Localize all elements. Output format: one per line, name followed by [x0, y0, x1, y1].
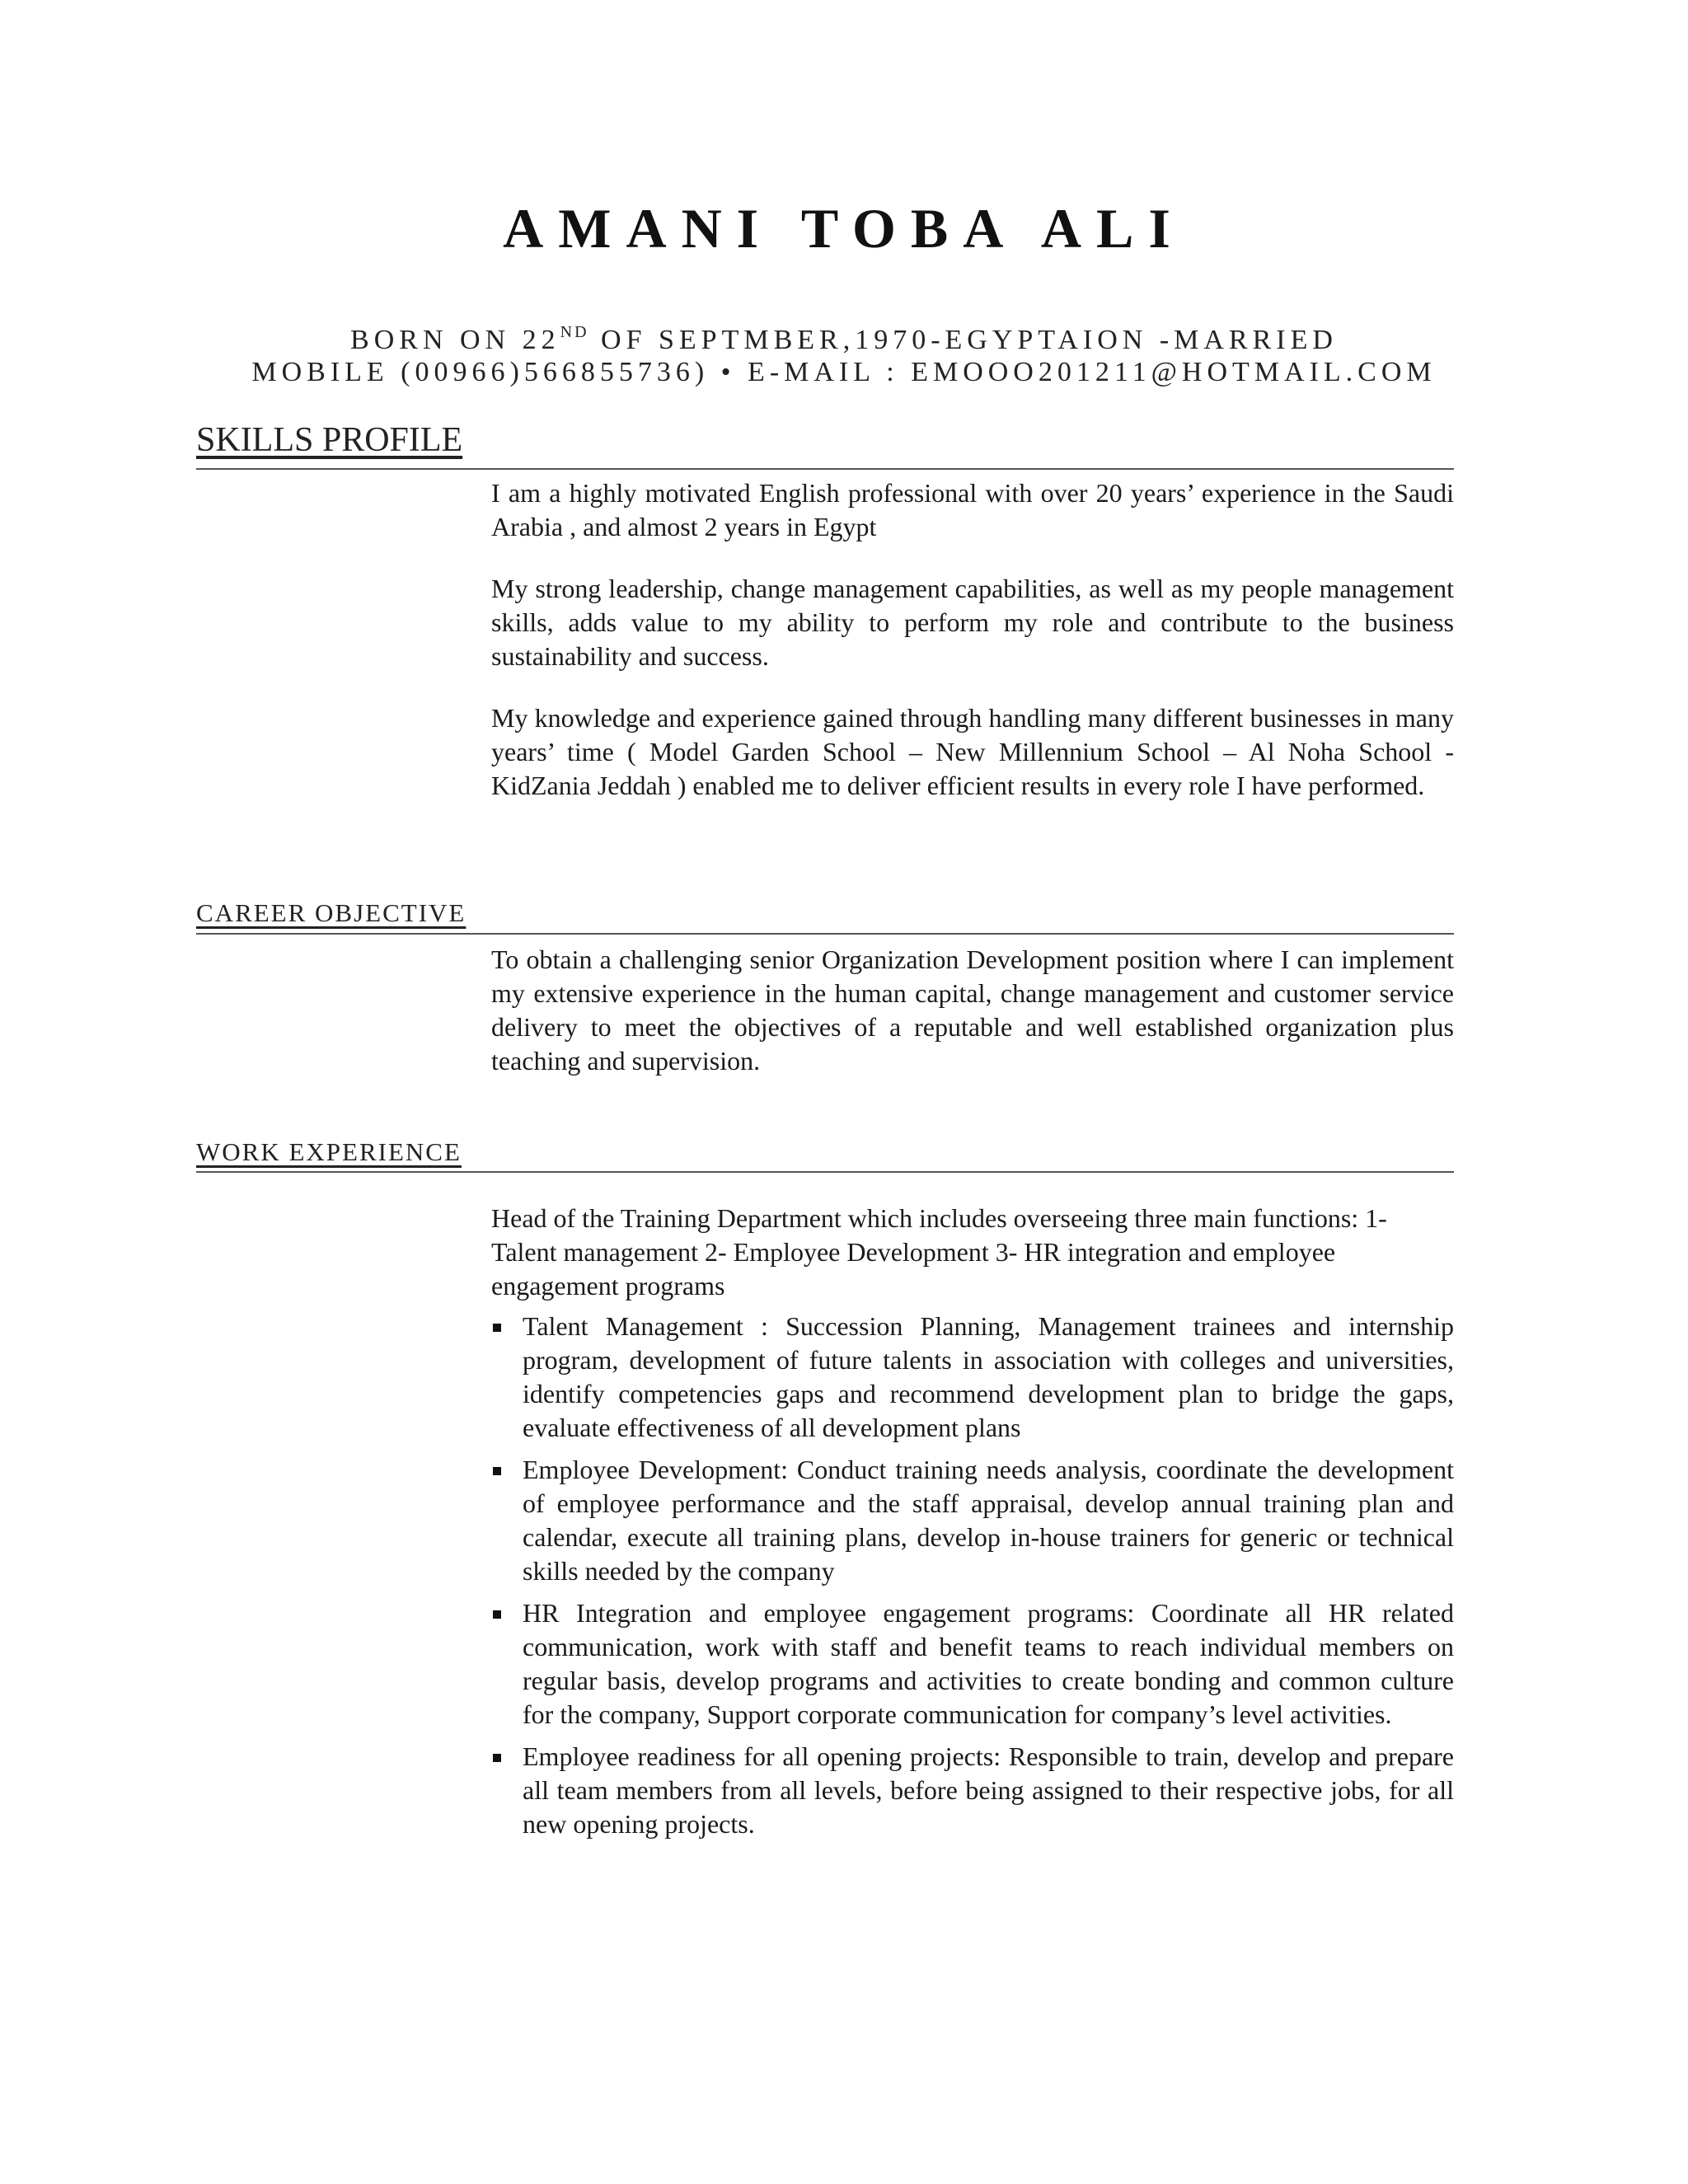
bullet-square-icon: [493, 1754, 501, 1762]
list-item: [491, 1310, 1454, 1445]
bullet-square-icon: [493, 1610, 501, 1619]
skills-profile-heading: SKILLS PROFILE: [196, 421, 463, 459]
list-item: [491, 1740, 1454, 1841]
skills-paragraph: My strong leadership, change management capabilities, as well as my people management skills, adds value to my ability to perform my role and contribute to the business sustainability and success.: [491, 574, 1454, 671]
list-item-text: Talent Management : Succession Planning, Management trainees and internship program, development of future talents in association with colleges and universities, identify competencies gaps and recommend development plan to bridge the gaps, evaluate effectiveness of all development plans: [523, 1311, 1454, 1442]
bullet-square-icon: [493, 1324, 501, 1332]
experience-divider: [196, 1171, 1454, 1173]
skills-paragraph: My knowledge and experience gained through handling many different businesses in many years’ time ( Model Garden School – New Millennium School – Al Noha School - KidZania Jeddah ) enabled me to deliver efficient results in every role I have performed.: [491, 703, 1454, 800]
list-item: [491, 1453, 1454, 1588]
list-item-text: HR Integration and employee engagement programs: Coordinate all HR related communication, work with staff and benefit teams to reach individual members on regular basis, develop programs and activities to create bonding and common culture for the company, Support corporate communication for company’s level activities.: [523, 1598, 1454, 1729]
experience-intro: Head of the Training Department which includes overseeing three main functions: 1- Talent management 2- Employee Development 3- HR integration and employee engagement programs: [491, 1203, 1387, 1301]
birth-date-prefix: BORN ON 22: [350, 325, 560, 355]
career-objective-section: [491, 943, 1454, 1078]
career-objective-heading: CAREER OBJECTIVE: [196, 898, 467, 927]
contact-line: MOBILE (00966)566855736) • E-MAIL : EMOOO201211@HOTMAIL.COM: [251, 357, 1437, 387]
list-item-text: Employee Development: Conduct training needs analysis, coordinate the development of employee performance and the staff appraisal, develop annual training plan and calendar, execute all training plans, develop in-house trainers for generic or technical skills needed by the company: [523, 1455, 1454, 1586]
skills-paragraph: I am a highly motivated English professional with over 20 years’ experience in the Saudi Arabia , and almost 2 years in Egypt: [491, 478, 1454, 541]
work-experience-section: [491, 1202, 1454, 1849]
bullet-square-icon: [493, 1467, 501, 1475]
skills-profile-section: [491, 476, 1454, 803]
skills-divider: [196, 468, 1454, 470]
list-item-text: Employee readiness for all opening projects: Responsible to train, develop and prepare all team members from all levels, before being assigned to their respective jobs, for all new opening projects.: [523, 1741, 1454, 1839]
responsibilities-list: [491, 1310, 1454, 1841]
list-item: [491, 1596, 1454, 1732]
ordinal-suffix: ND: [560, 323, 589, 341]
objective-text: To obtain a challenging senior Organization Development position where I can implement my extensive experience in the human capital, change management and customer service delivery to meet the objectives of a reputable and well established organization plus teaching and supervision.: [491, 944, 1454, 1076]
personal-info-line: [0, 323, 1688, 356]
candidate-name: AMANI TOBA ALI: [503, 197, 1185, 260]
work-experience-heading: WORK EXPERIENCE: [196, 1137, 462, 1166]
objective-divider: [196, 933, 1454, 935]
birth-details: OF SEPTMBER,1970-EGYPTAION -MARRIED: [588, 325, 1338, 355]
